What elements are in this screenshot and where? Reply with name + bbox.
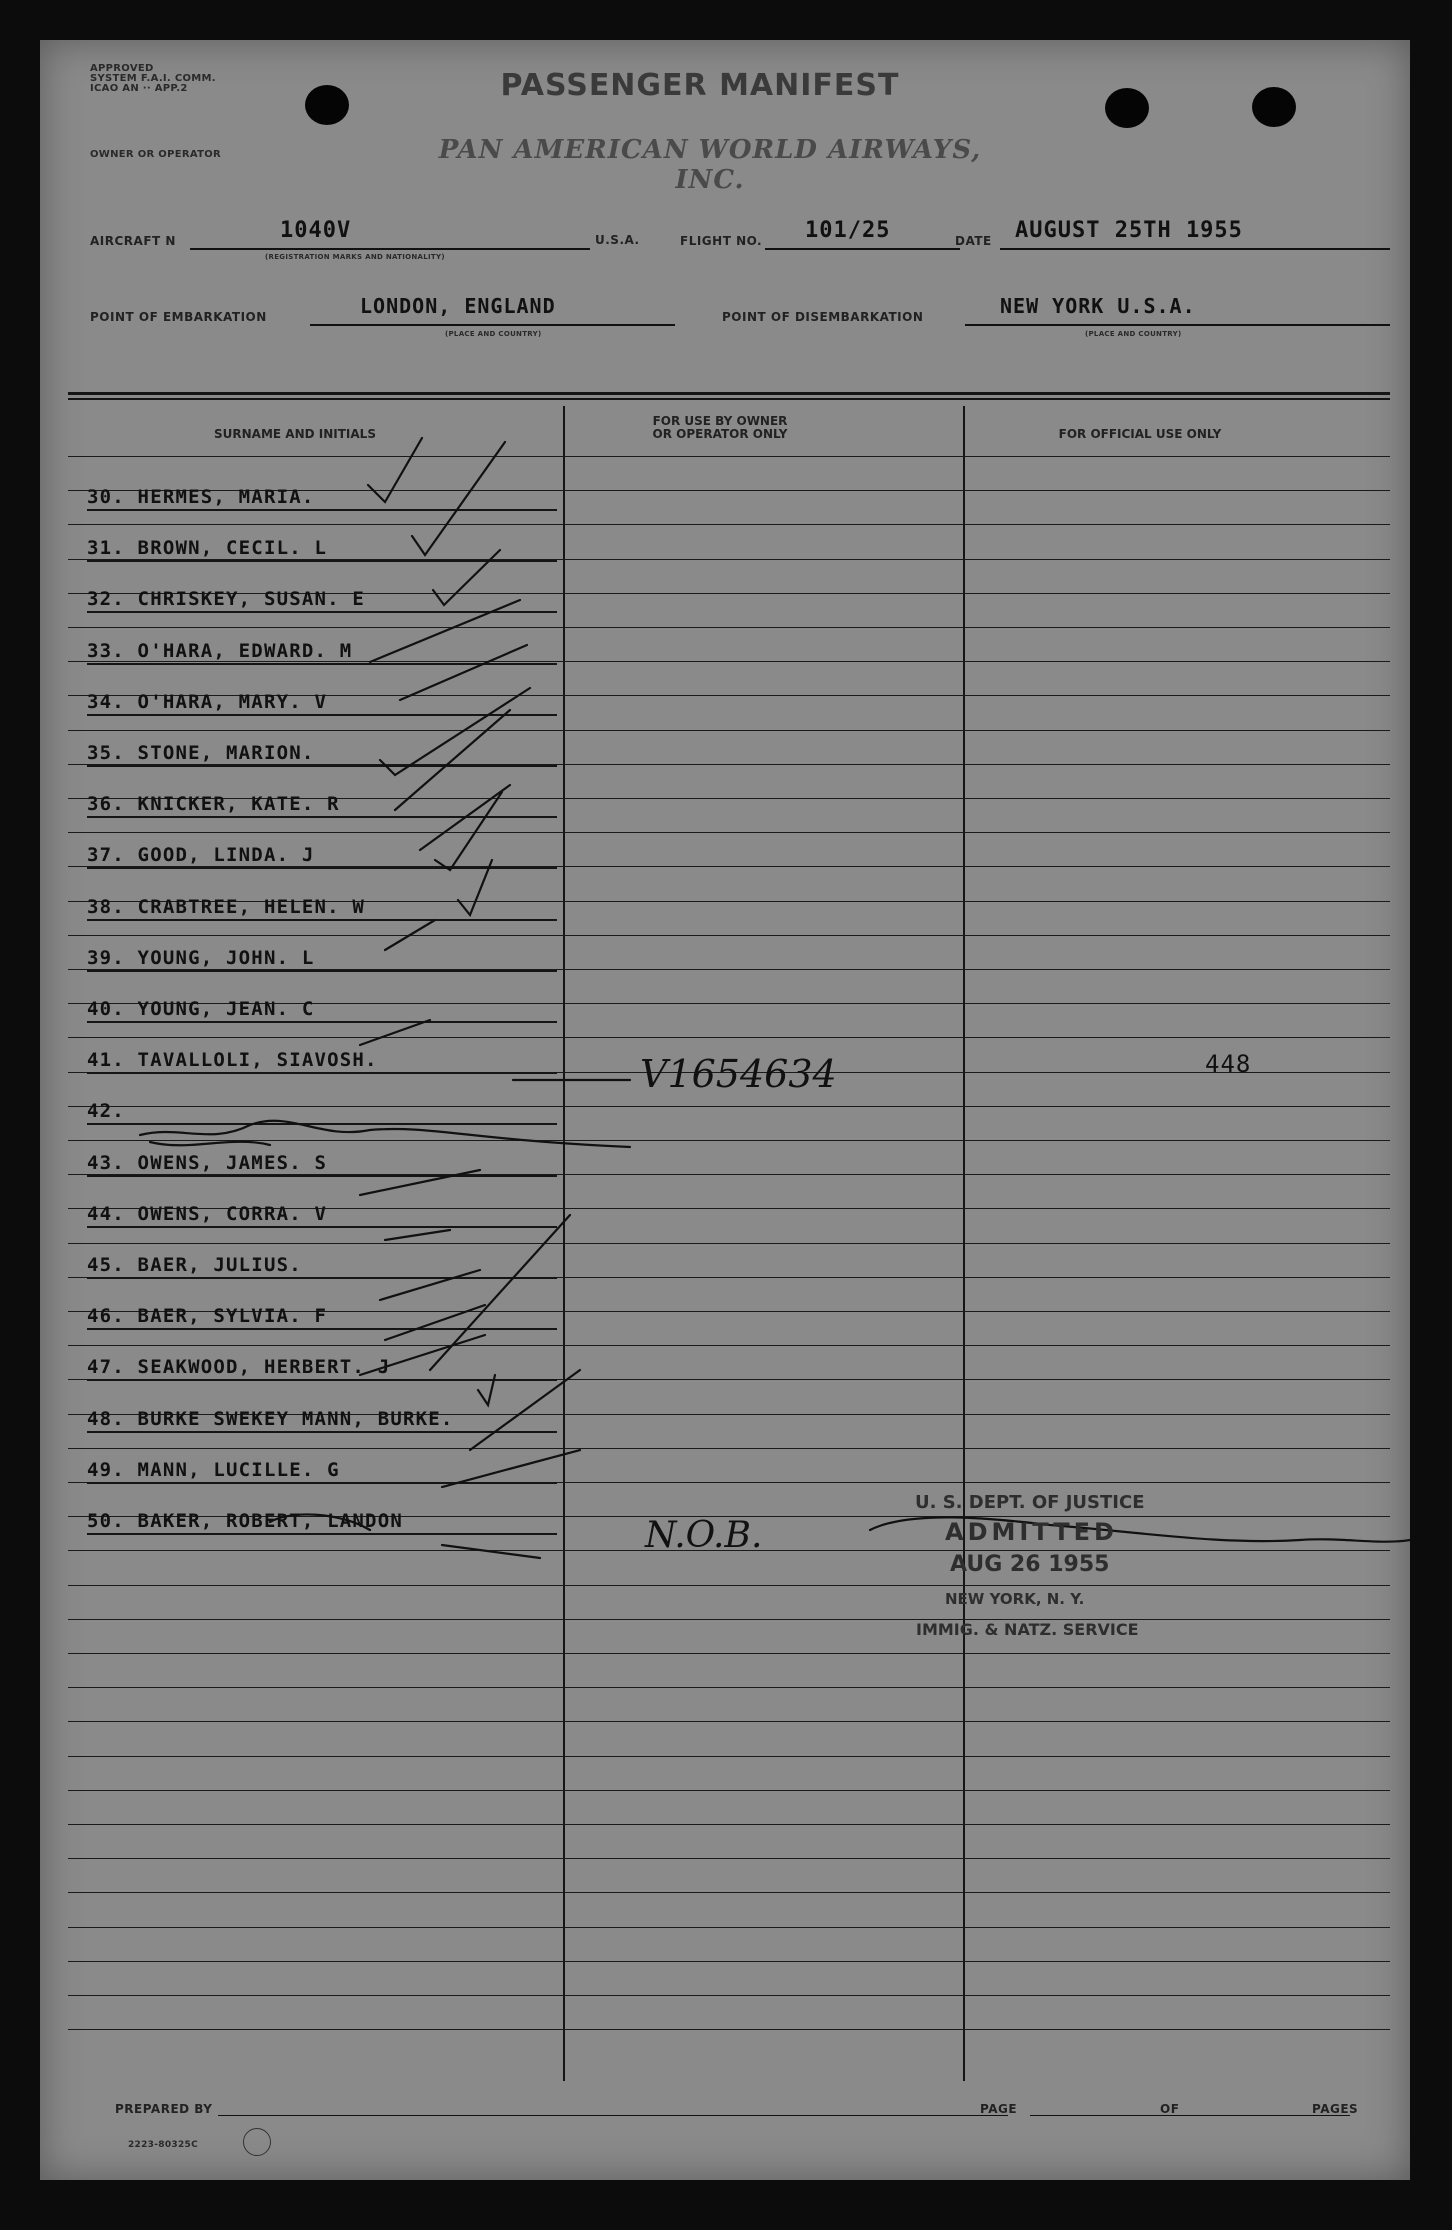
registration-note: (REGISTRATION MARKS AND NATIONALITY) — [265, 253, 445, 261]
col-surname-header: SURNAME AND INITIALS — [214, 427, 376, 441]
aircraft-label: AIRCRAFT N — [90, 234, 176, 248]
passenger-name: 36. KNICKER, KATE. R — [87, 793, 340, 816]
check-stroke — [395, 710, 510, 810]
embarkation-note: (PLACE AND COUNTRY) — [445, 330, 542, 338]
check-stroke — [385, 1305, 485, 1340]
aircraft-value: 1040V — [280, 218, 352, 243]
prepared-by-label: PREPARED BY — [115, 2102, 213, 2116]
passenger-name: 50. BAKER, ROBERT, LANDON — [87, 1510, 403, 1532]
flight-label: FLIGHT NO. — [680, 234, 763, 248]
passenger-name: 46. BAER, SYLVIA. F — [87, 1305, 328, 1328]
checkmark-icon — [412, 442, 505, 555]
icao-text: ICAO AN ·· APP.2 — [90, 83, 188, 94]
of-label: OF — [1160, 2102, 1180, 2116]
passenger-name: 45. BAER, JULIUS. — [87, 1254, 302, 1276]
strikethrough-scribble — [150, 1142, 270, 1146]
approved-text: APPROVED — [90, 63, 154, 74]
system-text: SYSTEM F.A.I. COMM. — [90, 73, 216, 84]
form-title: PASSENGER MANIFEST — [500, 68, 900, 103]
passenger-name: 47. SEAKWOOD, HERBERT. J — [87, 1356, 391, 1379]
disembarkation-value: NEW YORK U.S.A. — [1000, 294, 1196, 318]
checkmark-icon — [458, 860, 492, 915]
passenger-name: 48. BURKE SWEKEY MANN, BURKE. — [87, 1407, 454, 1430]
passenger-name: 33. O'HARA, EDWARD. M — [87, 639, 353, 662]
check-stroke — [360, 1020, 430, 1045]
airline-name: PAN AMERICAN WORLD AIRWAYS, INC. — [438, 135, 982, 195]
nob-note: N.O.B. — [645, 1515, 763, 1556]
passenger-name: 31. BROWN, CECIL. L — [87, 537, 328, 560]
passenger-name: 49. MANN, LUCILLE. G — [87, 1458, 340, 1481]
passenger-name: 40. YOUNG, JEAN. C — [87, 998, 315, 1020]
embarkation-label: POINT OF EMBARKATION — [90, 310, 267, 324]
check-stroke — [370, 600, 520, 662]
owner-operator-label: OWNER OR OPERATOR — [90, 149, 222, 160]
col-owner-header: FOR USE BY OWNER OR OPERATOR ONLY — [652, 414, 788, 441]
passenger-name: 43. OWENS, JAMES. S — [87, 1151, 328, 1174]
embarkation-value: LONDON, ENGLAND — [360, 294, 556, 318]
official-number: 448 — [1205, 1050, 1252, 1078]
check-stroke — [360, 1335, 485, 1375]
check-stroke — [385, 1230, 450, 1240]
passenger-name: 34. O'HARA, MARY. V — [87, 690, 328, 713]
check-stroke — [360, 1170, 480, 1195]
check-stroke — [400, 645, 527, 700]
scribble — [270, 1514, 370, 1530]
pages-label: PAGES — [1312, 2102, 1359, 2116]
flight-value: 101/25 — [805, 218, 891, 243]
date-label: DATE — [955, 234, 992, 248]
passenger-name: 42. — [87, 1100, 125, 1123]
check-stroke — [430, 1215, 570, 1370]
passenger-name: 39. YOUNG, JOHN. L — [87, 946, 315, 969]
date-value: AUGUST 25TH 1955 — [1015, 218, 1243, 243]
visa-number: V1654634 — [640, 1052, 837, 1096]
checkmark-icon — [368, 438, 422, 502]
passenger-name: 37. GOOD, LINDA. J — [87, 844, 315, 867]
stamp-agency: U. S. DEPT. OF JUSTICE — [915, 1492, 1145, 1513]
col-official-header: FOR OFFICIAL USE ONLY — [1058, 427, 1222, 441]
page-label: PAGE — [980, 2102, 1018, 2116]
printer-seal-icon — [243, 2128, 271, 2156]
passenger-name: 41. TAVALLOLI, SIAVOSH. — [87, 1049, 378, 1072]
handwritten-marks — [40, 40, 1410, 2180]
check-stroke — [470, 1370, 580, 1450]
check-stroke — [420, 785, 510, 850]
passenger-name: 35. STONE, MARION. — [87, 742, 315, 764]
checkmark-icon — [433, 550, 500, 605]
stamp-city: NEW YORK, N. Y. — [945, 1590, 1085, 1608]
dash-stroke — [442, 1545, 540, 1558]
passenger-name: 32. CHRISKEY, SUSAN. E — [87, 588, 366, 611]
disembarkation-label: POINT OF DISEMBARKATION — [722, 310, 924, 324]
stamp-date: AUG 26 1955 — [950, 1552, 1110, 1577]
checkmark-icon — [380, 688, 530, 775]
check-stroke — [442, 1450, 580, 1487]
passenger-name: 30. HERMES, MARIA. — [87, 486, 315, 508]
disembarkation-note: (PLACE AND COUNTRY) — [1085, 330, 1182, 338]
stamp-admitted: ADMITTED — [945, 1518, 1118, 1546]
check-stroke — [385, 920, 435, 950]
stamp-service: IMMIG. & NATZ. SERVICE — [916, 1620, 1139, 1639]
check-stroke — [380, 1270, 480, 1300]
passenger-name: 38. CRABTREE, HELEN. W — [87, 895, 366, 918]
checkmark-icon — [478, 1375, 495, 1405]
manifest-page — [40, 40, 1410, 2180]
prepared-underline — [218, 2115, 1008, 2116]
form-code: 2223-80325C — [128, 2140, 199, 2150]
passenger-name: 44. OWENS, CORRA. V — [87, 1202, 328, 1225]
usa-label: U.S.A. — [595, 233, 640, 247]
